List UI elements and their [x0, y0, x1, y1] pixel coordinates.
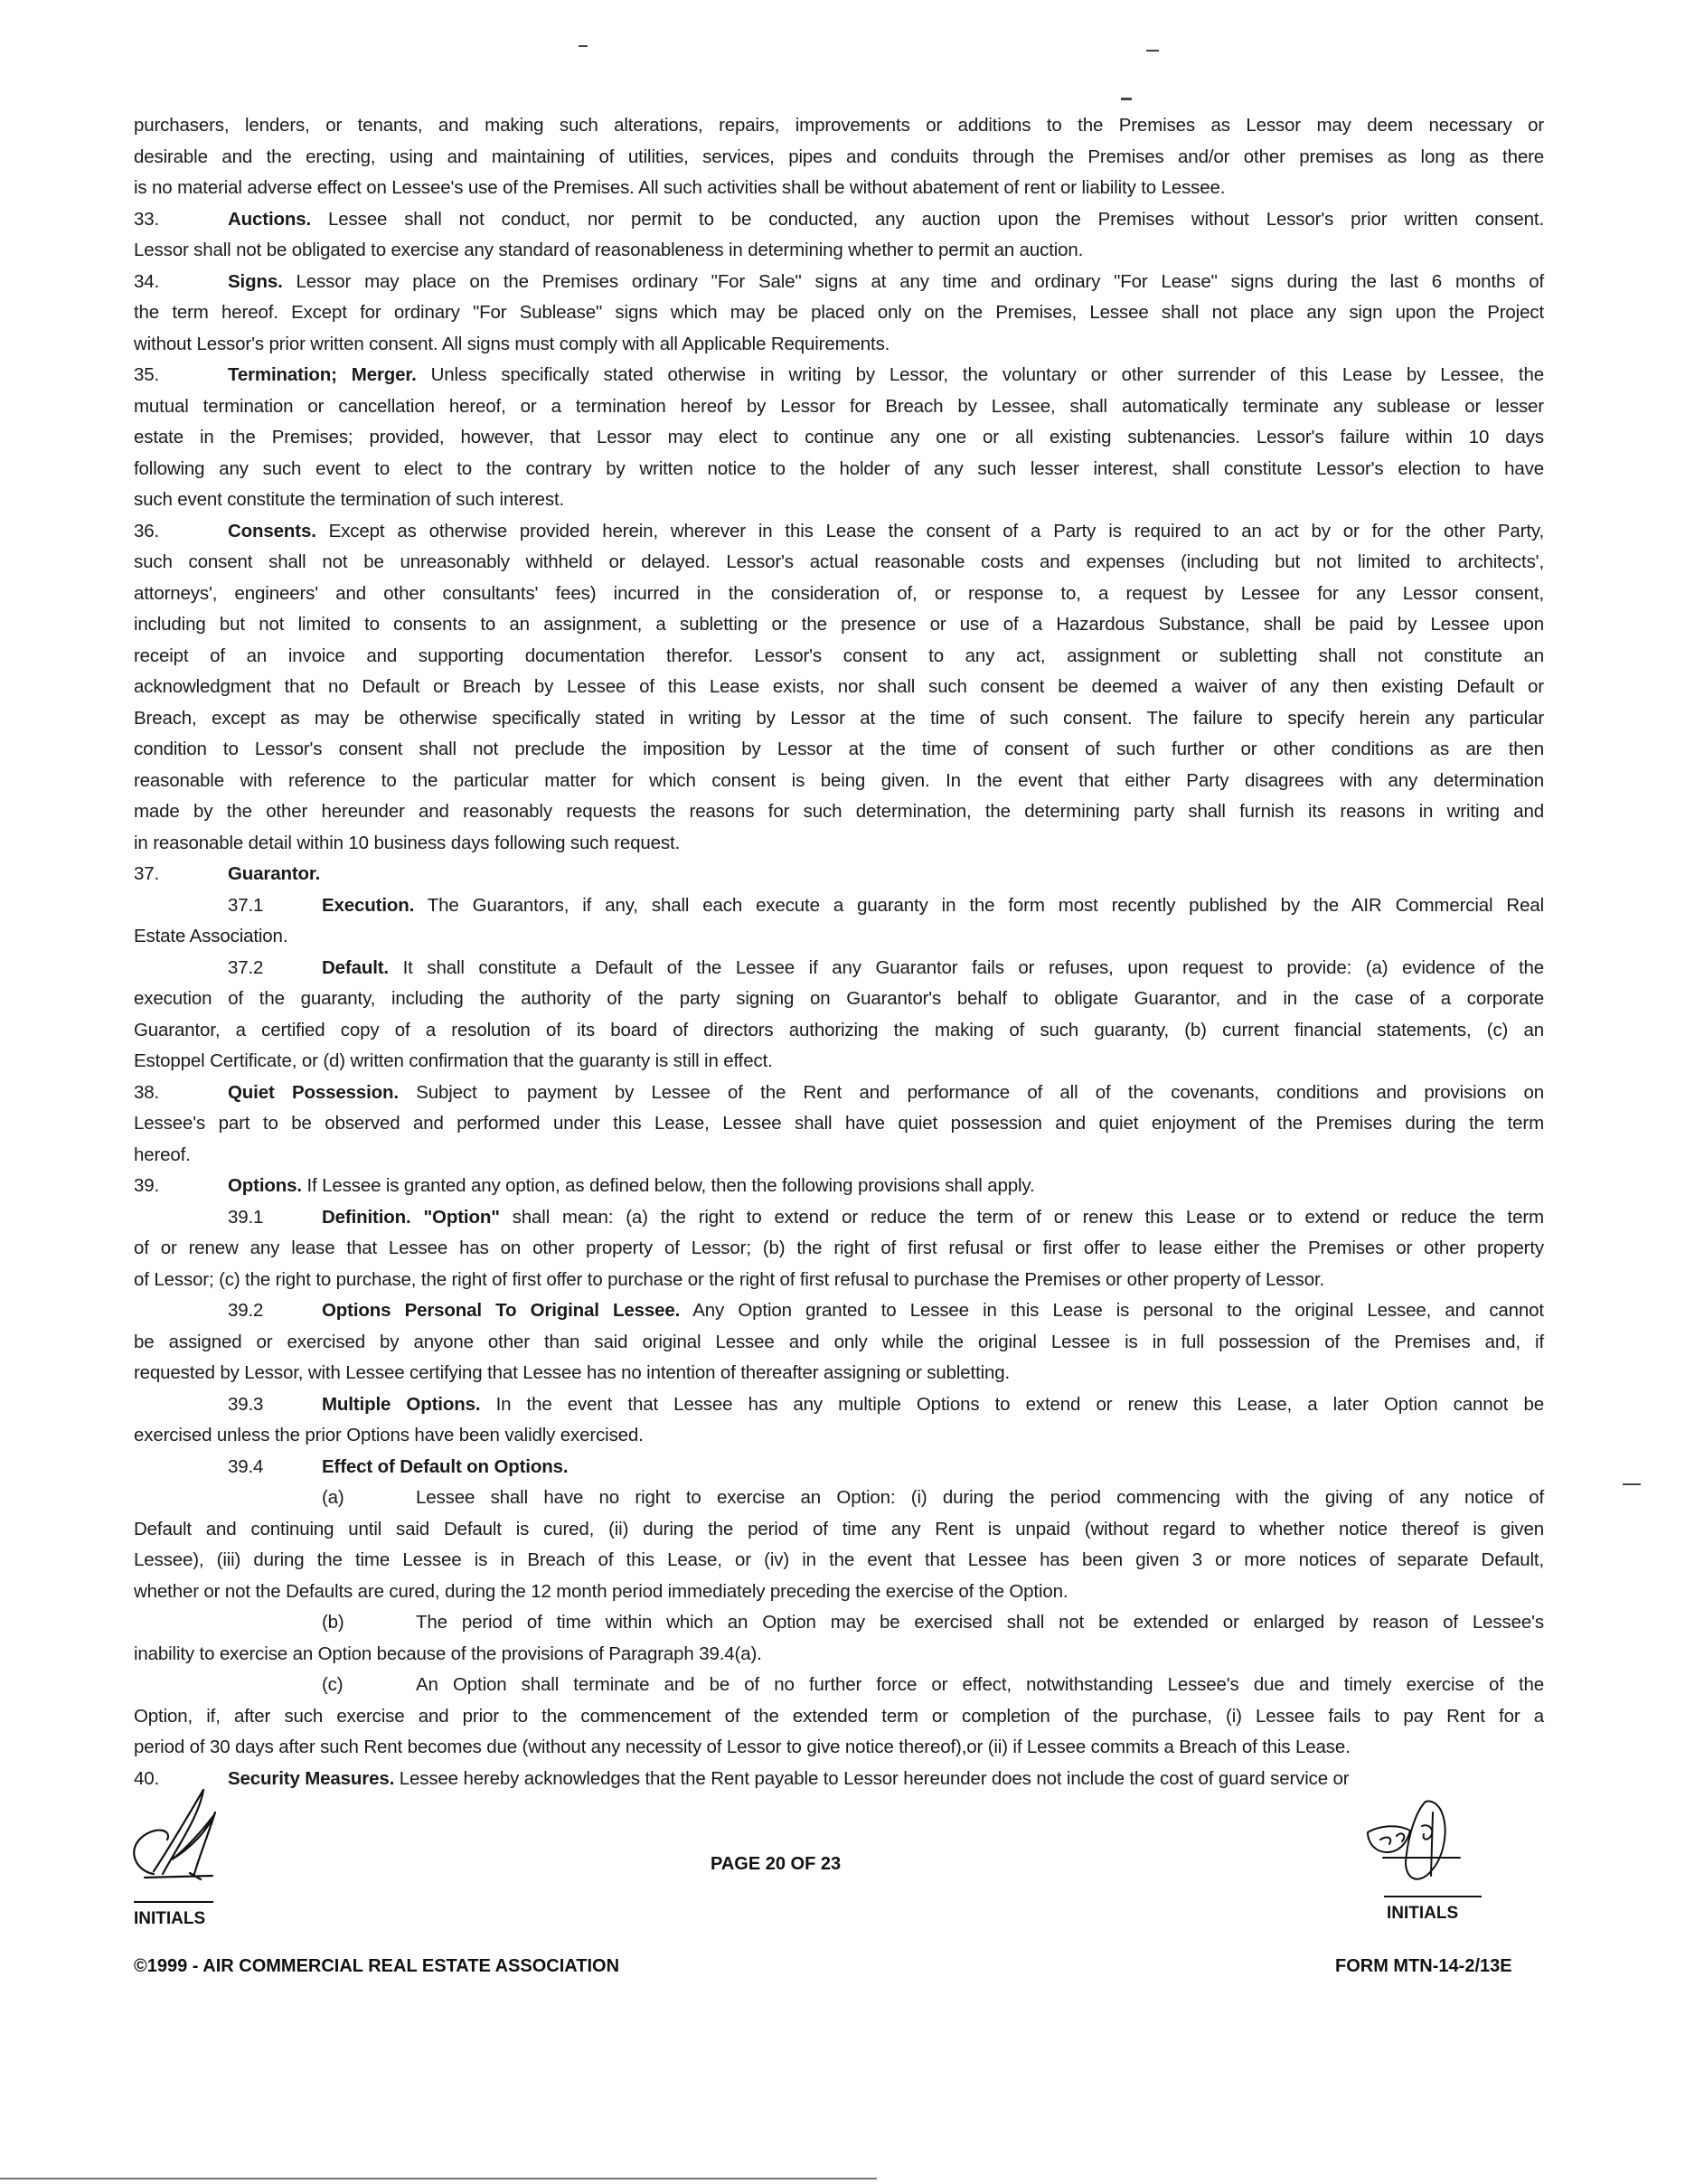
line-text: of Lessor; (c) the right to purchase, the right of first offer to purchase or the right of first refusal to purchase the Premises or other property of Lessor.	[134, 1268, 1325, 1290]
document-line	[134, 1113, 1544, 1134]
line-text: desirable and the erecting, using and maintaining of utilities, services, pipes and conduits through the Premises and/or other premises as long as there	[134, 146, 1544, 167]
document-line	[134, 1175, 1544, 1197]
line-text: If Lessee is granted any option, as defined below, then the following provisions shall apply.	[301, 1175, 1035, 1196]
section-heading: Default.	[322, 956, 389, 978]
item-label: (c)	[322, 1674, 344, 1695]
section-heading: Termination; Merger.	[228, 364, 417, 385]
scan-mark	[1623, 1483, 1641, 1485]
line-text: is no material adverse effect on Lessee's use of the Premises. All such activities shall be without abatement of rent or liability to Lessee.	[134, 177, 1226, 198]
subsection-number: 39.3	[228, 1393, 264, 1415]
document-line	[134, 1144, 1544, 1166]
document-line	[134, 1020, 1544, 1041]
line-text: requested by Lessor, with Lessee certifying that Lessee has no intention of thereafter assigning or subletting.	[134, 1362, 1011, 1383]
document-line	[228, 957, 1544, 979]
line-text: Lessee shall not conduct, nor permit to be conducted, any auction upon the Premises without Lessor's prior written consent.	[311, 208, 1544, 230]
document-line	[134, 1768, 1544, 1790]
form-identifier: FORM MTN-14-2/13E	[1335, 1956, 1512, 1976]
document-line	[134, 863, 1544, 885]
document-line	[228, 1300, 1544, 1322]
right-initials-signature	[1360, 1794, 1478, 1894]
line-text: acknowledgment that no Default or Breach by Lessee of this Lease exists, nor shall such consent be deemed a waiver of any then existing Default or	[134, 676, 1544, 697]
document-line	[134, 427, 1544, 448]
document-line	[134, 146, 1544, 168]
page-number: PAGE 20 OF 23	[711, 1854, 842, 1874]
section-number: 36.	[134, 520, 160, 541]
line-text: including but not limited to consents to an assignment, a subletting or the presence or use of a Hazardous Substance, shall be paid by Lessee upon	[134, 614, 1544, 635]
document-line	[134, 489, 1544, 511]
document-line	[134, 115, 1544, 136]
line-text: shall mean: (a) the right to extend or reduce the term of or renew this Lease or to extend or reduce the term	[499, 1206, 1544, 1228]
document-line	[134, 645, 1544, 667]
section-heading: Consents.	[228, 520, 316, 541]
document-line	[134, 1706, 1544, 1727]
line-text: Lessee hereby acknowledges that the Rent payable to Lessor hereunder does not include the cost of guard service or	[394, 1767, 1350, 1789]
document-line	[322, 1487, 1544, 1509]
document-line	[134, 1737, 1544, 1758]
document-line	[134, 676, 1544, 698]
subsection-number: 37.1	[228, 894, 264, 916]
document-line	[134, 583, 1544, 605]
right-initials-label: INITIALS	[1387, 1904, 1459, 1923]
document-line	[134, 1082, 1544, 1104]
left-initials-label: INITIALS	[134, 1909, 206, 1928]
document-line	[134, 521, 1544, 542]
document-line	[134, 1549, 1544, 1571]
section-number: 40.	[134, 1767, 160, 1789]
document-line	[228, 1394, 1544, 1416]
section-heading: Quiet Possession.	[228, 1081, 399, 1103]
line-text: exercised unless the prior Options have been validly exercised.	[134, 1425, 644, 1445]
item-label: (b)	[322, 1612, 344, 1633]
line-text: purchasers, lenders, or tenants, and making such alterations, repairs, improvements or additions to the Premises as Lessor may deem necessary or	[134, 115, 1544, 136]
left-initials-line	[134, 1901, 213, 1903]
document-line	[134, 1050, 1544, 1072]
document-line	[134, 1425, 1544, 1446]
line-text: Breach, except as may be otherwise specifically stated in writing by Lessor at the time of such consent. The failure to specify herein any particular	[134, 707, 1544, 729]
line-text: Guarantor, a certified copy of a resolution of its board of directors authorizing the making of such guaranty, (b) current financial statements, (c) an	[134, 1019, 1544, 1040]
line-text: reasonable with reference to the particular matter for which consent is being given. In the event that either Party disagrees with any determination	[134, 769, 1544, 791]
section-number: 39.	[134, 1175, 160, 1196]
section-number: 34.	[134, 270, 160, 292]
document-line	[134, 988, 1544, 1010]
line-text: Unless specifically stated otherwise in writing by Lessor, the voluntary or other surrender of this Lease by Lessee, the	[416, 364, 1544, 385]
line-text: Lessor shall not be obligated to exercise any standard of reasonableness in determining whether to permit an auction.	[134, 240, 1084, 260]
section-number: 37.	[134, 863, 160, 884]
document-line	[134, 614, 1544, 635]
scan-mark	[1121, 98, 1132, 100]
line-text: following any such event to elect to the contrary by written notice to the holder of any such lesser interest, shall constitute Lessor's election to have	[134, 457, 1544, 479]
scan-mark	[0, 2178, 877, 2179]
section-heading: Multiple Options.	[322, 1393, 481, 1415]
line-text: Estoppel Certificate, or (d) written confirmation that the guaranty is still in effect.	[134, 1050, 773, 1071]
document-line	[134, 833, 1544, 854]
section-number: 33.	[134, 208, 160, 230]
document-line	[134, 177, 1544, 199]
section-heading: Signs.	[228, 270, 283, 292]
document-line	[134, 271, 1544, 293]
section-heading: Execution.	[322, 894, 415, 916]
left-initials-signature	[127, 1785, 253, 1894]
document-line	[322, 1612, 1544, 1633]
copyright-notice: ©1999 - AIR COMMERCIAL REAL ESTATE ASSOCIATION	[134, 1956, 620, 1976]
section-heading: Guarantor.	[228, 863, 321, 884]
document-line	[134, 708, 1544, 730]
line-text: inability to exercise an Option because of the provisions of Paragraph 39.4(a).	[134, 1643, 762, 1664]
line-text: period of 30 days after such Rent becomes due (without any necessity of Lessor to give notice thereof),or (ii) if Lessee commits a Breach of this Lease.	[134, 1737, 1351, 1757]
line-text: estate in the Premises; provided, however, that Lessor may elect to continue any one or all existing subtenancies. Lessor's failure within 10 days	[134, 427, 1544, 447]
document-line	[134, 739, 1544, 760]
document-line	[134, 364, 1544, 386]
line-text: mutual termination or cancellation hereof, or a termination hereof by Lessor for Breach by Lessee, shall automatically terminate any sublease or lesser	[134, 395, 1544, 417]
line-text: Except as otherwise provided herein, wherever in this Lease the consent of a Party is required to an act by or for the other Party,	[315, 520, 1544, 541]
document-line	[134, 1581, 1544, 1603]
line-text: An Option shall terminate and be of no further force or effect, notwithstanding Lessee's due and timely exercise of the	[416, 1674, 1544, 1695]
document-line	[134, 926, 1544, 947]
line-text: Lessor may place on the Premises ordinary "For Sale" signs at any time and ordinary "For Lease" signs during the last 6 months of	[282, 270, 1544, 292]
line-text: The period of time within which an Option may be exercised shall not be extended or enlarged by reason of Lessee's	[416, 1612, 1544, 1633]
document-line	[134, 396, 1544, 418]
subsection-number: 39.4	[228, 1455, 264, 1477]
document-line	[134, 1332, 1544, 1353]
line-text: such consent shall not be unreasonably withheld or delayed. Lessor's actual reasonable costs and expenses (including but not limited to architects',	[134, 551, 1544, 572]
line-text: such event constitute the termination of such interest.	[134, 489, 565, 510]
document-line	[134, 209, 1544, 231]
line-text: Subject to payment by Lessee of the Rent and performance of all of the covenants, conditions and provisions on	[398, 1081, 1544, 1103]
document-line	[134, 334, 1544, 355]
document-line	[228, 1207, 1544, 1228]
document-line	[134, 1269, 1544, 1291]
line-text: in reasonable detail within 10 business days following such request.	[134, 832, 681, 853]
document-line	[134, 302, 1544, 324]
document-line	[134, 1643, 1544, 1665]
section-heading: Options.	[228, 1175, 302, 1196]
line-text: Option, if, after such exercise and prior to the commencement of the extended term or completion of the purchase, (i) Lessee fails to pay Rent for a	[134, 1705, 1544, 1727]
scan-mark	[1146, 50, 1159, 52]
line-text: the term hereof. Except for ordinary "For Sublease" signs which may be placed only on the Premises, Lessee shall not place any sign upon the Project	[134, 302, 1544, 323]
line-text: made by the other hereunder and reasonably requests the reasons for such determination, the determining party shall furnish its reasons in writing and	[134, 801, 1544, 822]
line-text: be assigned or exercised by anyone other than said original Lessee and only while the original Lessee is in full possession of the Premises and, if	[134, 1331, 1544, 1352]
line-text: In the event that Lessee has any multiple Options to extend or renew this Lease, a later Option cannot be	[480, 1393, 1545, 1415]
line-text: without Lessor's prior written consent. All signs must comply with all Applicable Requirements.	[134, 333, 890, 354]
document-line	[134, 551, 1544, 573]
line-text: Any Option granted to Lessee in this Lease is personal to the original Lessee, and cannot	[680, 1300, 1544, 1321]
section-heading: Effect of Default on Options.	[322, 1455, 569, 1477]
line-text: condition to Lessor's consent shall not preclude the imposition by Lessor at the time of consent of such further or other conditions as are then	[134, 739, 1544, 759]
document-line	[228, 895, 1544, 917]
document-line	[134, 1519, 1544, 1540]
line-text: Lessee's part to be observed and performed under this Lease, Lessee shall have quiet possession and quiet enjoyment of the Premises during the term	[134, 1113, 1544, 1134]
line-text: Lessee), (iii) during the time Lessee is in Breach of this Lease, or (iv) in the event that Lessee has been given 3 or more notices of separate Default,	[134, 1549, 1544, 1570]
item-label: (a)	[322, 1487, 344, 1508]
document-line	[134, 458, 1544, 480]
line-text: Default and continuing until said Default is cured, (ii) during the period of time any Rent is unpaid (without regard to whether notice thereof is given	[134, 1518, 1544, 1539]
section-heading: Security Measures.	[228, 1767, 395, 1789]
section-number: 35.	[134, 364, 160, 385]
right-initials-line	[1384, 1896, 1482, 1897]
line-text: hereof.	[134, 1144, 191, 1165]
section-heading: Definition. "Option"	[322, 1206, 500, 1228]
section-number: 38.	[134, 1081, 160, 1103]
line-text: Lessee shall have no right to exercise an Option: (i) during the period commencing with the giving of any notice of	[416, 1487, 1544, 1508]
line-text: receipt of an invoice and supporting documentation therefor. Lessor's consent to any act, assignment or subletting shall not constitute an	[134, 645, 1544, 666]
section-heading: Options Personal To Original Lessee.	[322, 1300, 681, 1321]
subsection-number: 37.2	[228, 956, 264, 978]
document-line	[134, 240, 1544, 261]
document-line	[134, 770, 1544, 792]
document-line	[322, 1674, 1544, 1696]
document-line	[228, 1456, 1544, 1478]
document-line	[134, 1238, 1544, 1259]
document-line	[134, 1362, 1544, 1384]
line-text: Estate Association.	[134, 926, 288, 946]
line-text: whether or not the Defaults are cured, during the 12 month period immediately preceding the exercise of the Option.	[134, 1580, 1068, 1602]
line-text: attorneys', engineers' and other consultants' fees) incurred in the consideration of, or response to, a request by Lessee for any Lessor consent,	[134, 582, 1544, 604]
section-heading: Auctions.	[228, 208, 312, 230]
subsection-number: 39.1	[228, 1206, 264, 1228]
document-line	[134, 801, 1544, 823]
line-text: execution of the guaranty, including the authority of the party signing on Guarantor's behalf to obligate Guarantor, and in the case of a corporate	[134, 988, 1544, 1009]
subsection-number: 39.2	[228, 1300, 264, 1321]
line-text: The Guarantors, if any, shall each execute a guaranty in the form most recently published by the AIR Commercial Real	[414, 894, 1544, 916]
line-text: of or renew any lease that Lessee has on other property of Lessor; (b) the right of first refusal or first offer to lease either the Premises or other property	[134, 1238, 1544, 1258]
scan-mark	[579, 45, 588, 47]
line-text: It shall constitute a Default of the Lessee if any Guarantor fails or refuses, upon request to provide: (a) evidence of the	[388, 956, 1544, 978]
